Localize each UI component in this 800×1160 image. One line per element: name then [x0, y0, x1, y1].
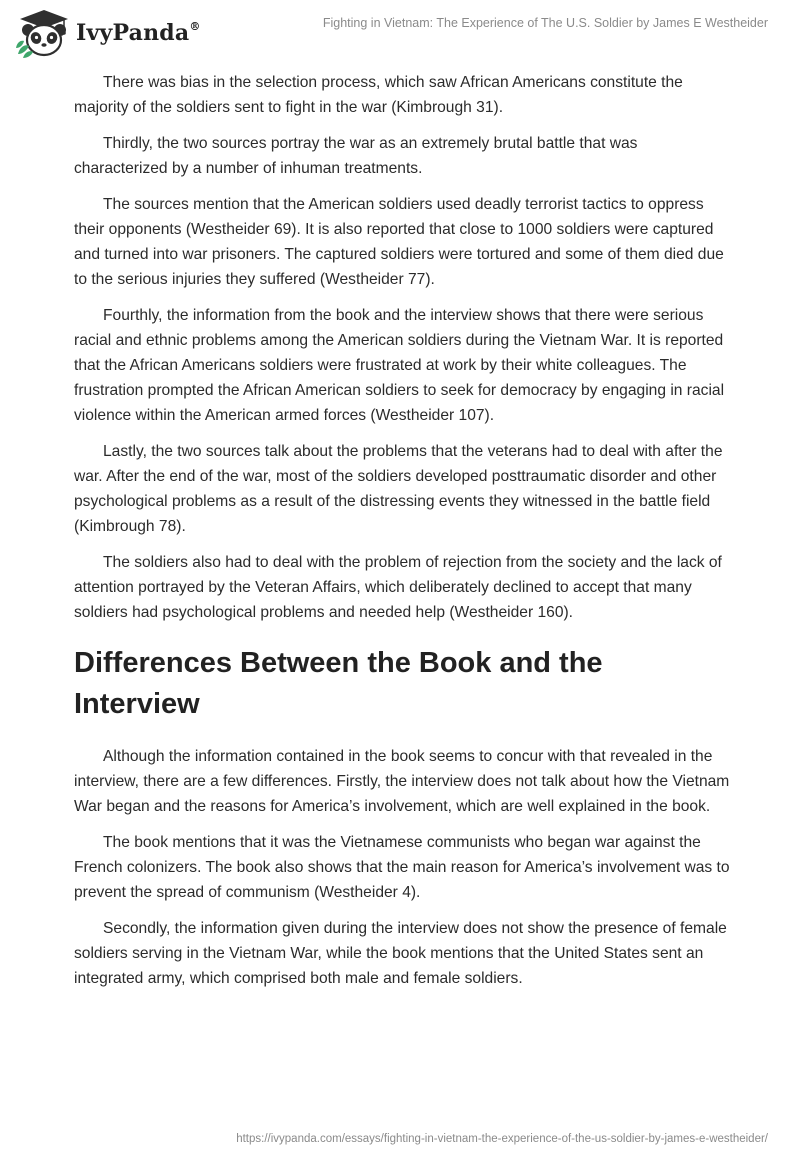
paragraph: There was bias in the selection process, which saw African Americans constitute the majority of the soldiers sent to fight in the war (Kimbrough 31). [74, 74, 683, 116]
panda-graduate-logo-icon [14, 8, 74, 60]
essay-content [74, 70, 734, 1002]
paragraph: Although the information contained in the book seems to concur with that revealed in the interview, there are a few differences. Firstly, the interview does not talk about how the Vietnam War began and the reasons for America’s involvement, which are well explained in the book. [74, 748, 730, 815]
section-heading: Differences Between the Book and the Interview [74, 647, 603, 720]
paragraph: The sources mention that the American soldiers used deadly terrorist tactics to oppress their opponents (Westheider 69). It is also reported that close to 1000 soldiers were captured and turned into war prisoners. The captured soldiers were tortured and some of them died due to the serious injuries they suffered (Westheider 77). [74, 196, 724, 288]
source-url[interactable]: https://ivypanda.com/essays/fighting-in-vietnam-the-experience-of-the-us-soldier-by-james-e-westheider/ [236, 1133, 768, 1145]
brand-name-text: IvyPanda [76, 20, 190, 46]
paragraph: Lastly, the two sources talk about the problems that the veterans had to deal with after the war. After the end of the war, most of the soldiers developed posttraumatic disorder and other psychological problems as a result of the distressing events they witnessed in the battle field (Kimbrough 78). [74, 443, 723, 535]
brand-name [76, 20, 201, 46]
paragraph: The soldiers also had to deal with the problem of rejection from the society and the lack of attention portrayed by the Veteran Affairs, which deliberately declined to accept that many soldiers had psychological problems and needed help (Westheider 160). [74, 554, 722, 621]
paragraph: Secondly, the information given during the interview does not show the presence of female soldiers serving in the Vietnam War, while the book mentions that the United States sent an integrated army, which comprised both male and female soldiers. [74, 920, 727, 987]
ivypanda-logo[interactable] [14, 8, 204, 60]
paragraph: Fourthly, the information from the book and the interview shows that there were serious racial and ethnic problems among the American soldiers during the Vietnam War. It is reported that the African Americans soldiers were frustrated at work by their white colleagues. The frustration prompted the African American soldiers to seek for democracy by engaging in racial violence within the American armed forces (Westheider 107). [74, 307, 725, 424]
registered-mark: ® [189, 19, 201, 33]
page-header [0, 0, 800, 66]
document-title: Fighting in Vietnam: The Experience of The U.S. Soldier by James E Westheider [322, 16, 768, 30]
paragraph: Thirdly, the two sources portray the war as an extremely brutal battle that was characterized by a number of inhuman treatments. [74, 135, 638, 177]
paragraph: The book mentions that it was the Vietnamese communists who began war against the French colonizers. The book also shows that the main reason for America’s involvement was to prevent the spread of communism (Westheider 4). [74, 834, 730, 901]
